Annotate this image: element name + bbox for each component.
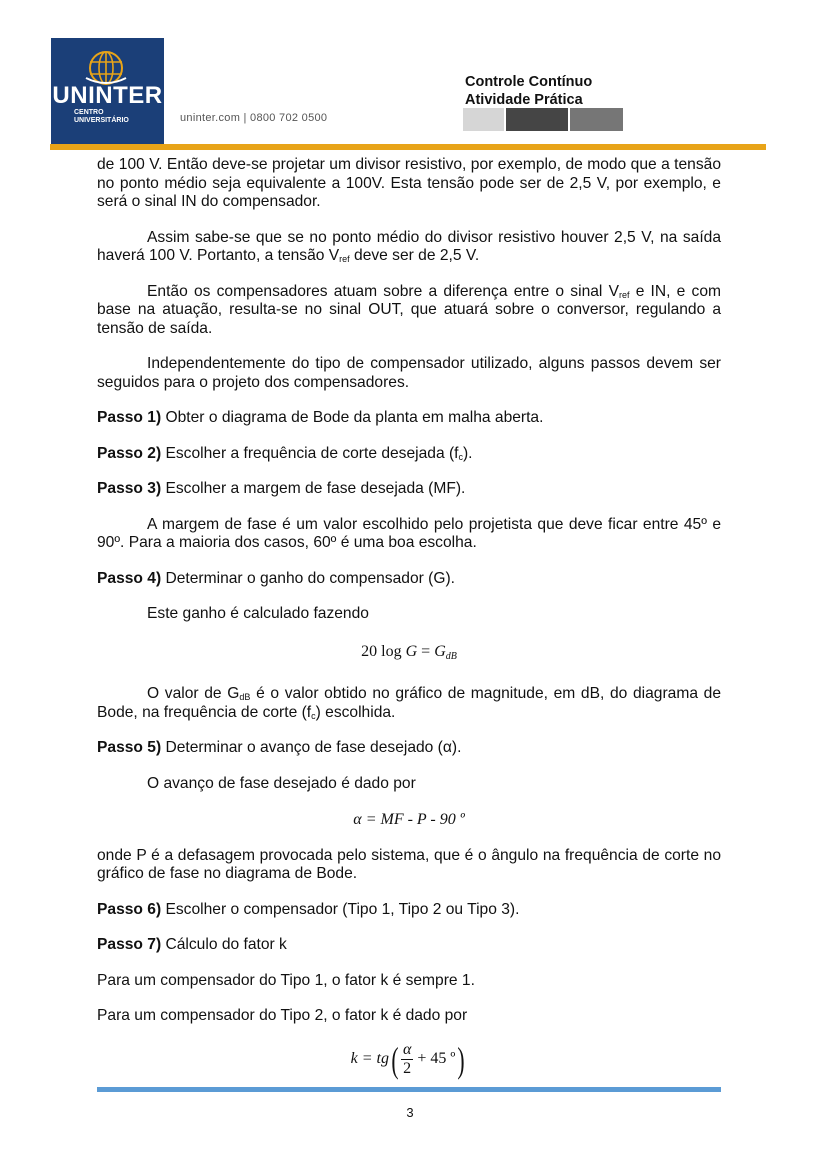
paragraph: Para um compensador do Tipo 1, o fator k é sempre 1. bbox=[97, 971, 475, 989]
paragraph: Para um compensador do Tipo 2, o fator k é dado por bbox=[97, 1007, 468, 1024]
paragraph: O valor de $G_{dB}$ é o valor obtido no gráfico de magnitude, em dB, do diagrama de Bode, na frequência de corte $(f_c)$ escolhida. bbox=[97, 685, 722, 721]
step-3: Passo 3) Escolher a margem de fase desejada (MF). bbox=[97, 480, 466, 497]
step-2: Passo 2) Escolher a frequência de corte desejada $(f_c)$. bbox=[97, 444, 473, 462]
uninter-logo bbox=[51, 38, 164, 144]
header-gray-block-dark bbox=[506, 108, 568, 131]
title-line-1: Controle Contínuo bbox=[465, 74, 593, 90]
equation-phase-lead: α = MF - P - 90 º bbox=[353, 811, 465, 828]
equation-k-type2: k = tg( $\frac{\alpha}{2}$ + 45 º) bbox=[350, 1039, 465, 1080]
step-7: Passo 7) Cálculo do fator k bbox=[97, 936, 287, 953]
page-content bbox=[97, 156, 721, 1084]
equation-gain: 20 log G = GdB bbox=[361, 642, 457, 662]
step-1: Passo 1) Obter o diagrama de Bode da planta em malha aberta. bbox=[97, 409, 544, 426]
header-accent-rule bbox=[50, 144, 766, 150]
footer-rule bbox=[97, 1087, 721, 1092]
step-4: Passo 4) Determinar o ganho do compensador (G). bbox=[97, 569, 455, 587]
paragraph: O avanço de fase desejado é dado por bbox=[147, 774, 416, 792]
paragraph: Este ganho é calculado fazendo bbox=[147, 605, 369, 622]
header-gray-block-light bbox=[463, 108, 504, 131]
site-contact: uninter.com | 0800 702 0500 bbox=[180, 112, 328, 124]
logo-brand-text: UNINTER bbox=[52, 82, 163, 109]
logo-subtitle: CENTRO UNIVERSITÁRIO bbox=[74, 109, 129, 124]
step-6: Passo 6) Escolher o compensador (Tipo 1, Tipo 2 ou Tipo 3). bbox=[97, 900, 520, 918]
paragraph: Então os compensadores atuam sobre a diferença entre o sinal $V_{ref}$ e IN, e com base na atuação, resulta-se no sinal OUT, que atuará sobre o conversor, regulando a tensão de saída. bbox=[97, 282, 722, 337]
paragraph: A margem de fase é um valor escolhido pelo projetista que deve ficar entre 45º e 90º. Para a maioria dos casos, 60º é uma boa escolha. bbox=[97, 515, 721, 551]
step-5: Passo 5) Determinar o avanço de fase desejado (α). bbox=[97, 739, 462, 756]
paragraph: onde P é a defasagem provocada pelo sistema, que é o ângulo na frequência de corte no gráfico de fase no diagrama de Bode. bbox=[97, 846, 721, 882]
document-title bbox=[465, 73, 592, 109]
header-gray-block-mid bbox=[570, 108, 623, 131]
page-number: 3 bbox=[406, 1105, 414, 1120]
paragraph: Assim sabe-se que se no ponto médio do divisor resistivo houver 2,5 V, na saída haverá 100 V. Portanto, a tensão $V_{ref}$ deve ser de 2,5 V. bbox=[97, 228, 721, 264]
title-line-2: Atividade Prática bbox=[465, 92, 583, 108]
paragraph: Independentemente do tipo de compensador utilizado, alguns passos devem ser seguidos para o projeto dos compensadores. bbox=[97, 355, 721, 391]
paragraph: de 100 V. Então deve-se projetar um divisor resistivo, por exemplo, de modo que a tensão no ponto médio seja equivalente a 100V. Esta tensão pode ser de 2,5 V, por exemplo, e será o sinal IN do compensador. bbox=[97, 156, 721, 210]
